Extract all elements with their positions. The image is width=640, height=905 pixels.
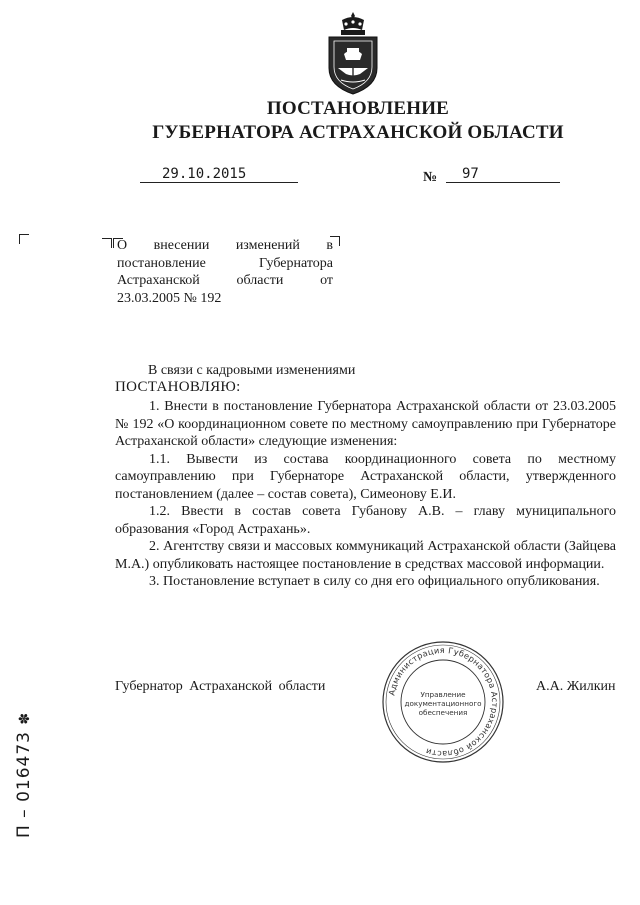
margin-corner-mark — [19, 234, 29, 244]
number-label: № — [423, 170, 438, 185]
serial-number — [14, 712, 34, 838]
stamp-outer-text: Администрация Губернатора Астраханской области — [386, 644, 501, 760]
document-subject: О внесении изменений в постановление Губернатора Астраханской области от 23.03.2005 № 192 — [117, 238, 333, 306]
subject-bracket-left-end — [102, 238, 112, 248]
coat-of-arms-icon — [326, 10, 380, 96]
official-stamp — [381, 640, 505, 764]
document-date: 29.10.2015 — [140, 166, 298, 183]
serial-mark: ✽ — [17, 711, 33, 725]
item-1-1: 1.1. Вывести из состава координационного совета по местному самоуправлению при Губернаторе Астраханской области, утвержденного постановлением (далее – состав совета), Симеонову Е.И. — [115, 451, 616, 502]
issuer-title: ГУБЕРНАТОРА АСТРАХАНСКОЙ ОБЛАСТИ — [152, 122, 564, 143]
document-number: 97 — [446, 166, 560, 183]
stamp-inner-line-1: Управление — [420, 690, 466, 699]
body-paragraphs — [115, 398, 616, 591]
document-title: ПОСТАНОВЛЕНИЕ — [266, 98, 450, 119]
item-1-2: 1.2. Ввести в состав совета Губанову А.В. – главу муниципального образования «Город Астрахань». — [115, 504, 616, 537]
preamble-text: В связи с кадровыми изменениями — [148, 363, 356, 378]
stamp-inner-line-2: документационного — [404, 699, 482, 708]
stamp-inner-line-3: обеспечения — [418, 708, 468, 717]
item-2: 2. Агентству связи и массовых коммуникаций Астраханской области (Зайцева М.А.) опубликовать настоящее постановление в средствах массовой информации. — [115, 539, 616, 572]
resolve-heading: ПОСТАНОВЛЯЮ: — [115, 379, 241, 395]
signatory-name: А.А. Жилкин — [536, 679, 616, 694]
serial-number-text: П – 016473 — [14, 731, 34, 838]
signatory-position: Губернатор Астраханской области — [115, 679, 326, 694]
item-3: 3. Постановление вступает в силу со дня его официального опубликования. — [149, 574, 600, 589]
item-1: 1. Внести в постановление Губернатора Астраханской области от 23.03.2005 № 192 «О координационном совете по местному самоуправлению при Губернаторе Астраханской области» следующие изменения: — [115, 399, 616, 449]
